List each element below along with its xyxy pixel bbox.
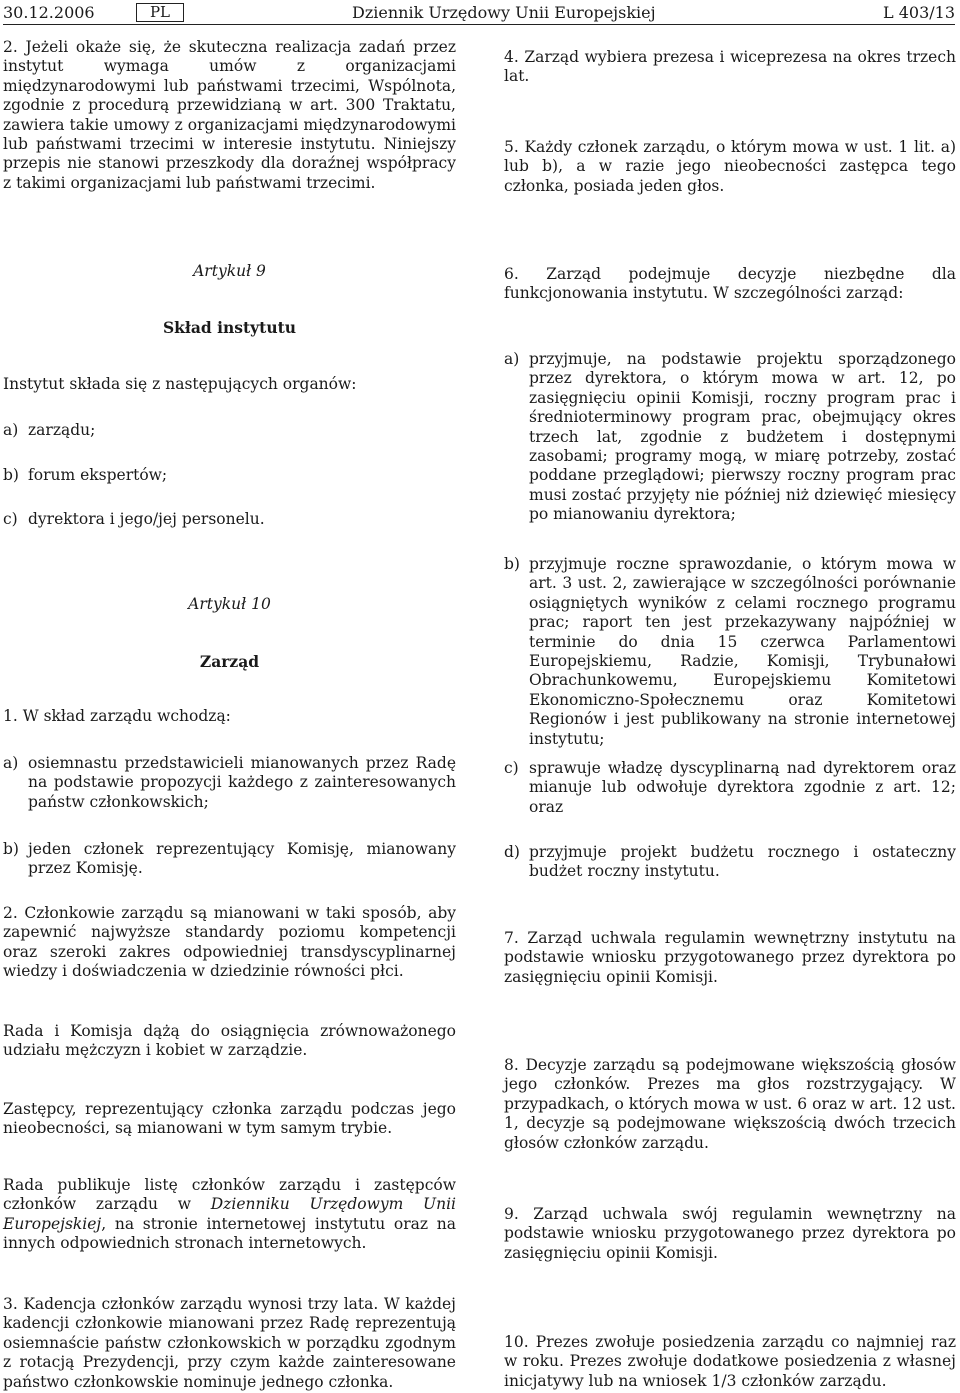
list-item-text: zarządu;	[28, 421, 96, 439]
list-marker: c)	[3, 510, 18, 528]
page-number: L 403/13	[883, 3, 955, 22]
list-item	[3, 510, 456, 530]
list-marker: d)	[504, 843, 520, 861]
list-item	[3, 421, 456, 441]
list-item	[3, 754, 456, 814]
publication-text-end: , na stronie internetowej instytutu oraz na innych odpowiednich stronach internetowych.	[3, 1214, 456, 1253]
article-10-paragraph-2-balance: Rada i Komisja dążą do osiągnięcia zrównoważonego udziału mężczyzn i kobiet w zarządzie.	[3, 1022, 456, 1060]
paragraph-7: 7. Zarząd uchwala regulamin wewnętrzny instytutu na podstawie wniosku przygotowanego przez dyrektora po zasięgnięciu opinii Komisji.	[504, 929, 956, 986]
article-10-paragraph-2-deputies: Zastępcy, reprezentujący członka zarządu podczas jego nieobecności, są mianowani w tym samym trybie.	[3, 1100, 456, 1138]
paragraph-5: 5. Każdy członek zarządu, o którym mowa w ust. 1 lit. a) lub b), a w razie jego nieobecności zastępca tego członka, posiada jeden głos.	[504, 138, 956, 195]
article-9-intro: Instytut składa się z następujących organów:	[3, 375, 357, 393]
paragraph-9: 9. Zarząd uchwala swój regulamin wewnętrzny na podstawie wniosku przygotowanego przez dyrektora po zasięgnięciu opinii Komisji.	[504, 1205, 956, 1262]
list-marker: c)	[504, 759, 519, 777]
list-marker: b)	[3, 840, 19, 858]
article-10-paragraph-1: 1. W skład zarządu wchodzą:	[3, 707, 231, 725]
page-header	[3, 3, 955, 25]
list-item	[504, 350, 956, 524]
list-item-text: sprawuje władzę dyscyplinarną nad dyrektorem oraz mianuje lub odwołuje dyrektora zgodnie z art. 12; oraz	[529, 759, 956, 816]
list-item-text: jeden członek reprezentujący Komisję, mianowany przez Komisję.	[28, 840, 456, 878]
list-item-text: osiemnastu przedstawicieli mianowanych przez Radę na podstawie propozycji każdego z zainteresowanych państw członkowskich;	[28, 754, 456, 811]
language-badge: PL	[136, 3, 184, 22]
list-item	[504, 555, 956, 748]
list-item-text: przyjmuje, na podstawie projektu sporządzonego przez dyrektora, o którym mowa w art. 12, po zasięgnięciu opinii Komisji, roczny program prac i średnioterminowy program prac, obejmujący okres trzech lat, zgodnie z budżetem i dostępnymi zasobami; programy mogą, w miarę potrzeby, zostać poddane przeglądowi; pierwszy roczny program prac musi zostać przyjęty nie później niż dziewięć miesięcy po mianowaniu dyrektora;	[529, 350, 956, 524]
article-10-paragraph-2-publication	[3, 1176, 456, 1254]
list-item-text: przyjmuje projekt budżetu rocznego i ostateczny budżet roczny instytutu.	[529, 843, 956, 881]
paragraph-2-international-agreements: 2. Jeżeli okaże się, że skuteczna realizacja zadań przez instytut wymaga umów z organizacjami międzynarodowymi lub państwami trzecimi, Wspólnota, zgodnie z procedurą przewidzianą w art. 300 Traktatu, zawiera takie umowy z organizacjami międzynarodowymi lub państwami trzecimi w interesie instytutu. Niniejszy przepis nie stanowi przeszkody dla doraźnej współpracy z takimi organizacjami lub państwami trzecimi.	[3, 38, 456, 192]
journal-title: Dziennik Urzędowy Unii Europejskiej	[352, 3, 656, 22]
list-item	[504, 759, 956, 816]
list-marker: b)	[504, 555, 520, 573]
publication-date: 30.12.2006	[3, 3, 95, 22]
article-9-heading: Skład instytutu	[162, 318, 297, 337]
list-item	[3, 840, 456, 880]
article-9-title: Artykuł 9	[193, 262, 266, 280]
list-marker: a)	[3, 754, 19, 772]
paragraph-10: 10. Prezes zwołuje posiedzenia zarządu co najmniej raz w roku. Prezes zwołuje dodatkowe posiedzenia z własnej inicjatywy lub na wniosek 1/3 członków zarządu.	[504, 1333, 956, 1390]
list-item-text: forum ekspertów;	[28, 466, 168, 484]
article-10-title: Artykuł 10	[188, 595, 271, 613]
list-item-text: przyjmuje roczne sprawozdanie, o którym mowa w art. 3 ust. 2, zawierające w szczególności porównanie osiągniętych wyników z celami rocznego programu prac; raport ten jest przekazywany najpóźniej w terminie do dnia 15 czerwca Parlamentowi Europejskiemu, Radzie, Komisji, Trybunałowi Obrachunkowemu, Europejskiemu Komitetowi Ekonomiczno-Społecznemu oraz Komitetowi Regionów i jest publikowany na stronie internetowej instytutu;	[529, 555, 956, 748]
list-marker: b)	[3, 466, 19, 484]
publication-text-start: Rada publikuje listę członków zarządu i zastępców członków zarządu w	[3, 1176, 456, 1214]
paragraph-6: 6. Zarząd podejmuje decyzje niezbędne dla funkcjonowania instytutu. W szczególności zarząd:	[504, 265, 956, 303]
list-marker: a)	[3, 421, 19, 439]
article-10-paragraph-3: 3. Kadencja członków zarządu wynosi trzy lata. W każdej kadencji członkowie mianowani przez Radę reprezentują osiemnaście państw członkowskich w porządku zgodnym z rotacją Prezydencji, przy czym każde zainteresowane państwo członkowskie nominuje jednego członka.	[3, 1295, 456, 1391]
journal-name-italic: Dzienniku Urzędowym Unii Europejskiej	[3, 1195, 456, 1233]
article-10-heading: Zarząd	[199, 652, 260, 671]
article-10-paragraph-2: 2. Członkowie zarządu są mianowani w taki sposób, aby zapewnić najwyższe standardy poziomu kompetencji oraz szeroki zakres odpowiedniej transdyscyplinarnej wiedzy i doświadczenia w dziedzinie równości płci.	[3, 904, 456, 981]
list-marker: a)	[504, 350, 520, 368]
paragraph-4: 4. Zarząd wybiera prezesa i wiceprezesa na okres trzech lat.	[504, 48, 956, 86]
list-item	[504, 843, 956, 883]
paragraph-8: 8. Decyzje zarządu są podejmowane większością głosów jego członków. Prezes ma głos rozstrzygający. W przypadkach, o których mowa w ust. 6 oraz w art. 12 ust. 1, decyzje są podejmowane większością dwóch trzecich głosów członków zarządu.	[504, 1056, 956, 1152]
list-item-text: dyrektora i jego/jej personelu.	[28, 510, 265, 528]
list-item	[3, 466, 456, 486]
